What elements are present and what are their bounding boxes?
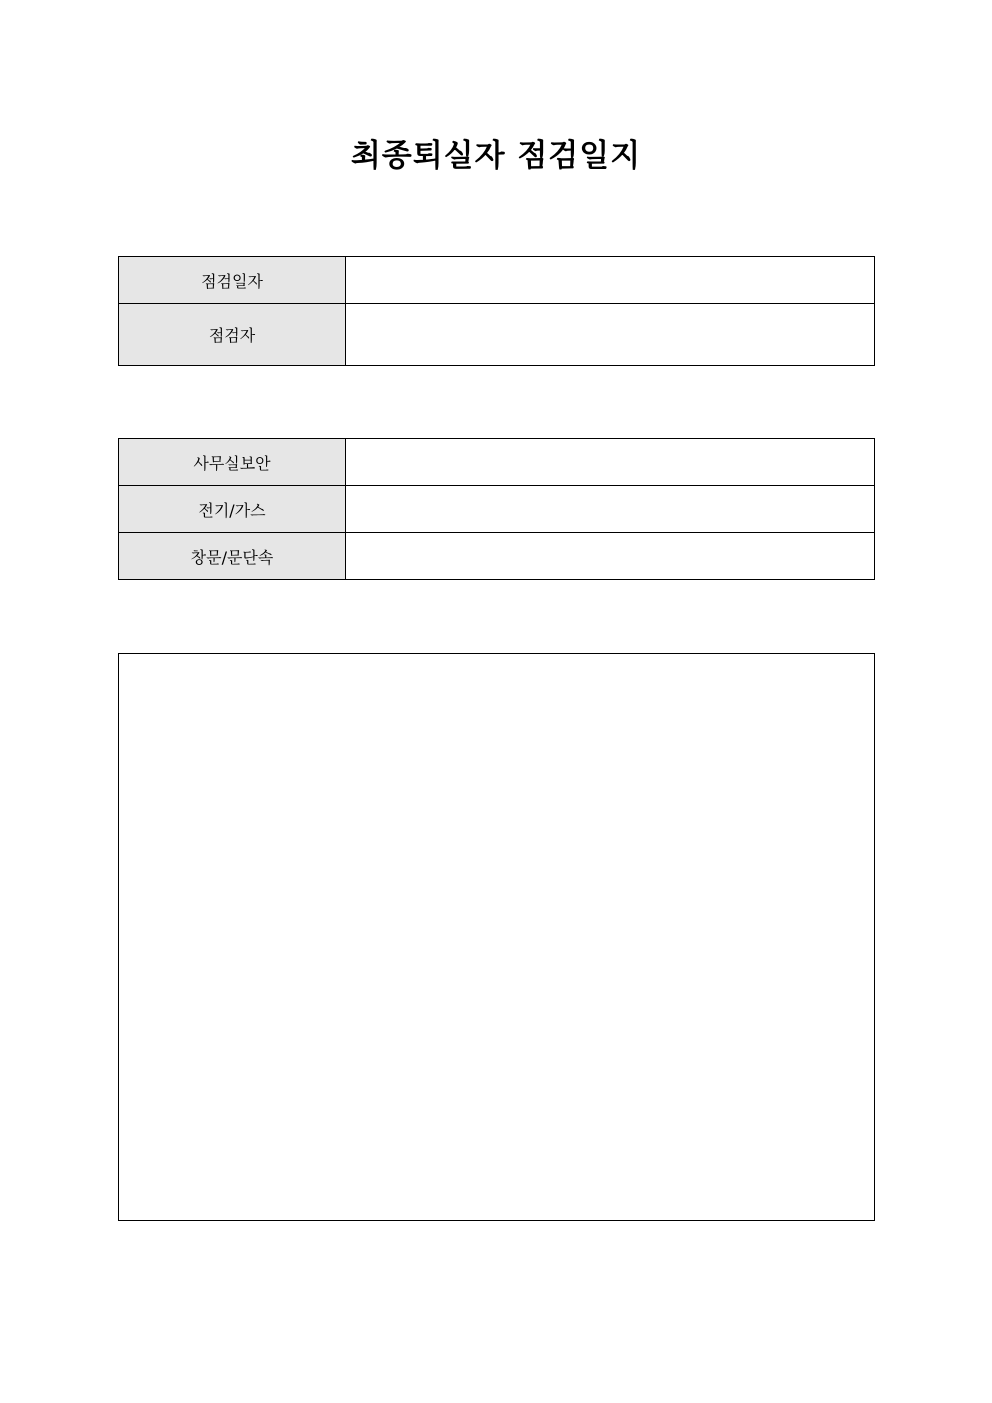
table-row — [119, 304, 875, 366]
check-items-table — [118, 438, 875, 580]
electric-gas-label: 전기/가스 — [119, 486, 346, 533]
window-door-lock-label: 창문/문단속 — [119, 533, 346, 580]
inspector-label: 점검자 — [119, 304, 346, 366]
page-title: 최종퇴실자 점검일지 — [350, 138, 642, 174]
inspection-date-label: 점검일자 — [119, 257, 346, 304]
electric-gas-field[interactable] — [346, 486, 875, 533]
window-door-lock-field[interactable] — [346, 533, 875, 580]
table-row — [119, 439, 875, 486]
notes-box[interactable] — [118, 653, 875, 1221]
table-row — [119, 486, 875, 533]
office-security-label: 사무실보안 — [119, 439, 346, 486]
inspection-date-field[interactable] — [346, 257, 875, 304]
inspection-info-table — [118, 256, 875, 366]
office-security-field[interactable] — [346, 439, 875, 486]
inspector-field[interactable] — [346, 304, 875, 366]
table-row — [119, 257, 875, 304]
table-row — [119, 533, 875, 580]
